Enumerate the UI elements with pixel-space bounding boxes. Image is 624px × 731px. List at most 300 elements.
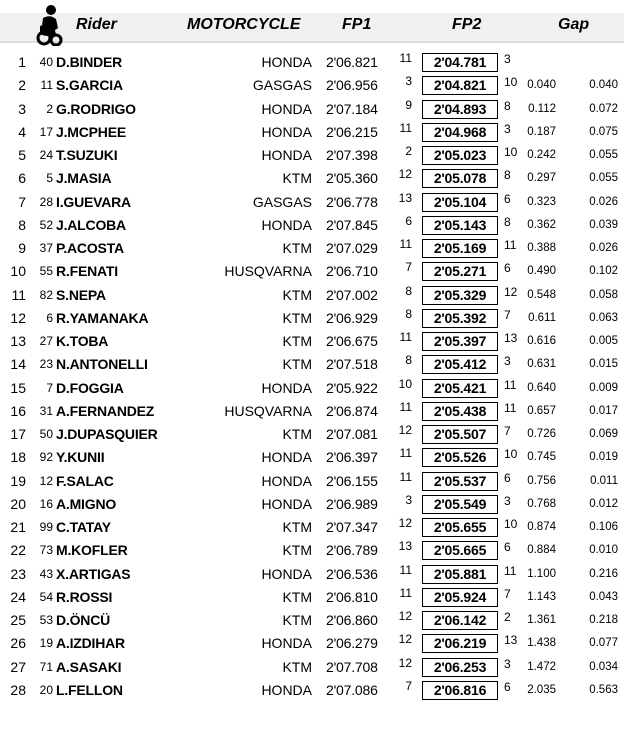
gap-previous-cell: 0.019 (589, 451, 618, 464)
fp2-time-cell: 2'05.397 (422, 332, 498, 351)
motorcycle-cell: HUSQVARNA (224, 263, 312, 280)
position-cell: 10 (10, 263, 26, 280)
motorcycle-cell: KTM (282, 612, 312, 628)
motorcycle-cell: HONDA (261, 449, 312, 466)
rider-number-cell: 54 (39, 589, 53, 604)
gap-previous-cell: 0.563 (589, 683, 618, 696)
fp1-time-cell: 2'06.989 (326, 495, 378, 512)
fp1-lap-cell: 13 (398, 539, 412, 554)
rider-number-cell: 19 (39, 636, 53, 651)
rider-number-cell: 71 (39, 659, 53, 674)
fp2-lap-cell: 10 (504, 75, 518, 90)
header-fp2: FP2 (452, 16, 482, 33)
motorcycle-cell: KTM (282, 658, 312, 675)
fp1-lap-cell: 11 (399, 585, 412, 600)
gap-previous-cell: 0.106 (589, 521, 618, 533)
gap-previous-cell: 0.017 (589, 404, 618, 417)
rider-number-cell: 31 (39, 403, 53, 418)
position-cell: 28 (10, 681, 26, 698)
fp2-time-cell: 2'05.329 (422, 286, 498, 305)
gap-first-cell: 0.631 (527, 358, 556, 371)
fp2-lap-cell: 6 (504, 679, 511, 694)
rider-number-cell: 37 (39, 241, 53, 255)
table-row (0, 214, 624, 237)
fp2-time-cell: 2'05.881 (422, 565, 498, 584)
position-cell: 8 (18, 216, 26, 233)
table-row (0, 121, 624, 144)
fp2-time-cell: 2'05.438 (422, 402, 498, 421)
rider-name-cell: M.KOFLER (56, 542, 128, 559)
gap-previous-cell: 0.075 (589, 125, 618, 138)
fp1-time-cell: 2'07.518 (326, 356, 378, 373)
rider-number-cell: 92 (39, 450, 53, 465)
motorcycle-cell: KTM (282, 426, 312, 442)
fp2-time-cell: 2'05.169 (422, 239, 498, 258)
fp1-lap-cell: 11 (399, 237, 412, 251)
gap-previous-cell: 0.069 (589, 428, 618, 440)
gap-first-cell: 0.657 (527, 404, 556, 417)
position-cell: 7 (18, 193, 26, 210)
fp2-time-cell: 2'05.655 (422, 518, 498, 537)
gap-previous-cell: 0.216 (589, 567, 618, 580)
motorcycle-cell: KTM (282, 542, 312, 559)
fp1-lap-cell: 7 (405, 678, 412, 693)
fp2-time-cell: 2'05.271 (422, 262, 498, 281)
gap-first-cell: 0.187 (527, 125, 556, 138)
motorcycle-cell: HONDA (261, 635, 312, 652)
rider-name-cell: R.ROSSI (56, 588, 113, 605)
fp2-lap-cell: 8 (504, 168, 511, 183)
motorcycle-cell: HONDA (261, 472, 312, 489)
motorcycle-cell: HONDA (261, 495, 312, 512)
fp1-lap-cell: 12 (398, 655, 412, 670)
fp2-lap-cell: 11 (504, 377, 517, 392)
gap-previous-cell: 0.015 (589, 358, 618, 371)
fp1-lap-cell: 11 (399, 399, 412, 414)
gap-previous-cell: 0.063 (589, 311, 618, 324)
table-row (0, 423, 624, 446)
rider-number-cell: 28 (39, 194, 53, 209)
fp1-lap-cell: 11 (399, 446, 412, 461)
table-row (0, 586, 624, 609)
position-cell: 19 (10, 472, 26, 489)
position-cell: 20 (10, 495, 26, 512)
rider-name-cell: A.SASAKI (56, 658, 122, 675)
gap-first-cell: 0.640 (527, 381, 556, 394)
fp2-lap-cell: 8 (504, 98, 511, 113)
fp1-time-cell: 2'07.002 (326, 286, 378, 303)
rider-name-cell: D.ÖNCÜ (56, 612, 111, 628)
table-row (0, 679, 624, 702)
rider-name-cell: F.SALAC (56, 472, 114, 489)
rider-name-cell: N.ANTONELLI (56, 356, 148, 373)
gap-previous-cell: 0.218 (589, 614, 618, 626)
rider-name-cell: D.FOGGIA (56, 379, 124, 396)
header-rider: Rider (76, 16, 117, 33)
fp1-lap-cell: 10 (398, 376, 412, 391)
motorcycle-cell: HONDA (261, 147, 312, 163)
position-cell: 18 (10, 449, 26, 466)
fp2-lap-cell: 3 (504, 354, 511, 369)
motorcycle-rider-icon (34, 4, 64, 46)
rider-name-cell: L.FELLON (56, 681, 123, 698)
fp2-time-cell: 2'05.104 (422, 193, 498, 212)
fp1-lap-cell: 12 (398, 632, 412, 647)
header-divider (0, 41, 624, 43)
rider-name-cell: R.FENATI (56, 263, 118, 280)
gap-previous-cell: 0.077 (589, 637, 618, 650)
gap-first-cell: 2.035 (527, 683, 556, 696)
gap-first-cell: 0.548 (527, 288, 556, 301)
table-row (0, 144, 624, 167)
rider-name-cell: G.RODRIGO (56, 100, 136, 117)
fp2-lap-cell: 6 (504, 540, 511, 555)
position-cell: 6 (18, 170, 26, 187)
position-cell: 13 (10, 333, 26, 349)
fp2-time-cell: 2'05.421 (422, 379, 498, 398)
fp2-time-cell: 2'05.549 (422, 495, 498, 514)
table-row (0, 539, 624, 562)
gap-previous-cell: 0.055 (589, 149, 618, 161)
header-motorcycle: MOTORCYCLE (187, 16, 301, 33)
fp1-lap-cell: 9 (405, 97, 412, 112)
motorcycle-cell: KTM (282, 170, 312, 187)
table-row (0, 330, 624, 353)
position-cell: 16 (10, 402, 26, 419)
fp1-time-cell: 2'05.360 (326, 170, 378, 187)
fp2-time-cell: 2'05.537 (422, 472, 498, 491)
gap-first-cell: 0.726 (527, 428, 556, 440)
rider-number-cell: 6 (46, 310, 53, 325)
fp1-lap-cell: 8 (405, 283, 412, 298)
rider-name-cell: K.TOBA (56, 333, 109, 349)
gap-first-cell: 1.438 (527, 637, 556, 650)
gap-previous-cell: 0.012 (589, 497, 618, 510)
rider-number-cell: 11 (40, 78, 53, 93)
motorcycle-cell: KTM (282, 588, 312, 605)
rider-name-cell: A.FERNANDEZ (56, 402, 155, 419)
gap-previous-cell: 0.009 (589, 381, 618, 394)
motorcycle-cell: GASGAS (252, 77, 312, 94)
fp1-lap-cell: 11 (399, 51, 412, 65)
fp1-lap-cell: 7 (405, 260, 412, 275)
motorcycle-cell: HONDA (261, 216, 312, 233)
rider-number-cell: 43 (39, 566, 53, 581)
fp1-lap-cell: 8 (405, 353, 412, 368)
rider-number-cell: 24 (39, 148, 53, 162)
fp1-time-cell: 2'05.922 (326, 379, 378, 396)
fp2-lap-cell: 7 (504, 586, 511, 601)
table-row (0, 377, 624, 400)
table-row (0, 167, 624, 190)
rider-number-cell: 7 (46, 380, 53, 395)
fp1-lap-cell: 11 (399, 562, 412, 577)
position-cell: 17 (10, 426, 26, 442)
fp2-time-cell: 2'05.078 (422, 169, 498, 188)
motorcycle-cell: HONDA (261, 123, 312, 140)
rider-name-cell: S.NEPA (56, 286, 106, 303)
fp2-time-cell: 2'06.816 (422, 681, 498, 700)
header-gap: Gap (558, 16, 590, 33)
fp1-lap-cell: 11 (399, 330, 412, 344)
fp1-time-cell: 2'06.874 (326, 402, 378, 419)
position-cell: 23 (10, 565, 26, 582)
fp2-time-cell: 2'04.781 (422, 53, 498, 72)
motorcycle-cell: KTM (282, 309, 312, 326)
rider-number-cell: 55 (39, 264, 53, 279)
fp2-time-cell: 2'06.219 (422, 634, 498, 653)
fp2-time-cell: 2'05.924 (422, 588, 498, 607)
gap-previous-cell: 0.055 (589, 172, 618, 185)
rider-number-cell: 73 (39, 543, 53, 558)
table-row (0, 353, 624, 376)
fp2-lap-cell: 3 (504, 52, 511, 66)
rider-number-cell: 2 (46, 101, 53, 116)
rider-name-cell: Y.KUNII (56, 449, 105, 466)
fp2-time-cell: 2'05.392 (422, 309, 498, 328)
fp2-lap-cell: 10 (504, 145, 518, 159)
motorcycle-cell: HUSQVARNA (224, 402, 312, 419)
fp2-lap-cell: 6 (504, 470, 511, 485)
rider-number-cell: 16 (39, 496, 53, 511)
fp2-time-cell: 2'04.893 (422, 100, 498, 119)
gap-first-cell: 0.040 (527, 79, 556, 92)
rider-name-cell: J.MCPHEE (56, 123, 126, 140)
position-cell: 5 (18, 147, 26, 163)
position-cell: 27 (10, 658, 26, 675)
gap-previous-cell: 0.040 (589, 79, 618, 92)
gap-first-cell: 0.768 (527, 497, 556, 510)
table-row (0, 284, 624, 307)
rider-number-cell: 82 (39, 287, 53, 302)
gap-previous-cell: 0.010 (589, 544, 618, 557)
fp2-time-cell: 2'05.412 (422, 355, 498, 374)
motorcycle-cell: KTM (282, 356, 312, 373)
gap-first-cell: 0.323 (527, 195, 556, 208)
rider-name-cell: S.GARCIA (56, 77, 123, 94)
rider-number-cell: 40 (39, 55, 53, 69)
rider-name-cell: C.TATAY (56, 519, 111, 535)
fp1-lap-cell: 11 (399, 469, 412, 484)
gap-previous-cell: 0.043 (589, 590, 618, 603)
gap-previous-cell: 0.026 (589, 242, 618, 254)
rider-number-cell: 17 (39, 124, 53, 139)
fp2-time-cell: 2'05.143 (422, 216, 498, 235)
fp1-lap-cell: 12 (398, 609, 412, 623)
position-cell: 26 (10, 635, 26, 652)
fp2-lap-cell: 10 (504, 447, 518, 462)
position-cell: 2 (18, 77, 26, 94)
rider-name-cell: P.ACOSTA (56, 240, 124, 256)
fp1-time-cell: 2'06.956 (326, 77, 378, 94)
rider-name-cell: A.MIGNO (56, 495, 117, 512)
motorcycle-cell: HONDA (261, 54, 312, 70)
rider-number-cell: 23 (39, 357, 53, 372)
gap-first-cell: 0.745 (527, 451, 556, 464)
fp2-lap-cell: 12 (504, 284, 518, 299)
position-cell: 3 (18, 100, 26, 117)
motorcycle-cell: KTM (282, 519, 312, 535)
rider-name-cell: A.IZDIHAR (56, 635, 125, 652)
gap-first-cell: 1.143 (527, 590, 556, 603)
fp2-time-cell: 2'05.023 (422, 146, 498, 165)
gap-first-cell: 1.361 (527, 614, 556, 626)
table-row (0, 307, 624, 330)
position-cell: 11 (11, 286, 26, 303)
fp1-time-cell: 2'06.860 (326, 612, 378, 628)
motorcycle-cell: HONDA (261, 100, 312, 117)
fp2-lap-cell: 10 (504, 517, 518, 531)
fp1-time-cell: 2'06.789 (326, 542, 378, 559)
table-row (0, 191, 624, 214)
gap-first-cell: 0.611 (528, 311, 556, 324)
motorcycle-cell: KTM (282, 333, 312, 349)
gap-first-cell: 0.616 (527, 335, 556, 347)
fp1-time-cell: 2'07.708 (326, 658, 378, 675)
rider-number-cell: 27 (39, 334, 53, 348)
fp2-lap-cell: 7 (504, 424, 511, 438)
fp1-lap-cell: 8 (405, 306, 412, 321)
gap-first-cell: 0.884 (527, 544, 556, 557)
rider-name-cell: R.YAMANAKA (56, 309, 149, 326)
table-row (0, 656, 624, 679)
fp1-time-cell: 2'06.279 (326, 635, 378, 652)
fp2-time-cell: 2'06.253 (422, 658, 498, 677)
fp2-lap-cell: 3 (504, 121, 511, 136)
table-row (0, 98, 624, 121)
position-cell: 15 (10, 379, 26, 396)
fp1-time-cell: 2'06.155 (326, 472, 378, 489)
header-fp1: FP1 (342, 16, 372, 33)
position-cell: 21 (10, 519, 26, 535)
table-row (0, 516, 624, 539)
fp1-time-cell: 2'07.081 (326, 426, 378, 442)
gap-previous-cell: 0.011 (590, 474, 618, 487)
gap-first-cell: 0.756 (527, 474, 556, 487)
rider-name-cell: J.ALCOBA (56, 216, 126, 233)
gap-previous-cell: 0.039 (589, 218, 618, 231)
table-row (0, 632, 624, 655)
fp2-time-cell: 2'04.968 (422, 123, 498, 142)
rider-number-cell: 50 (39, 427, 53, 441)
rider-name-cell: X.ARTIGAS (56, 565, 131, 582)
rider-number-cell: 5 (46, 171, 53, 186)
fp1-lap-cell: 12 (398, 516, 412, 530)
gap-previous-cell: 0.026 (589, 195, 618, 208)
fp1-time-cell: 2'06.778 (326, 193, 378, 210)
motorcycle-cell: HONDA (261, 565, 312, 582)
rider-number-cell: 20 (39, 682, 53, 697)
rider-number-cell: 52 (39, 217, 53, 232)
fp2-time-cell: 2'04.821 (422, 76, 498, 95)
fp1-time-cell: 2'07.347 (326, 519, 378, 535)
fp1-lap-cell: 12 (398, 167, 412, 182)
rider-name-cell: I.GUEVARA (56, 193, 131, 210)
fp2-lap-cell: 2 (504, 610, 511, 624)
gap-first-cell: 0.242 (527, 149, 556, 161)
fp1-time-cell: 2'06.710 (326, 263, 378, 280)
fp2-lap-cell: 13 (504, 331, 518, 345)
fp2-lap-cell: 11 (504, 400, 517, 415)
gap-previous-cell: 0.058 (589, 288, 618, 301)
gap-first-cell: 0.297 (527, 172, 556, 185)
table-row (0, 237, 624, 260)
position-cell: 4 (18, 123, 26, 140)
fp1-lap-cell: 12 (398, 423, 412, 437)
gap-first-cell: 0.362 (527, 218, 556, 231)
table-row (0, 400, 624, 423)
rider-number-cell: 53 (39, 613, 53, 627)
fp2-lap-cell: 3 (504, 493, 511, 508)
fp1-time-cell: 2'07.086 (326, 681, 378, 698)
fp1-time-cell: 2'07.184 (326, 100, 378, 117)
position-cell: 1 (18, 54, 26, 70)
rider-name-cell: D.BINDER (56, 54, 123, 70)
position-cell: 12 (10, 309, 26, 326)
fp1-lap-cell: 6 (405, 213, 412, 228)
fp2-lap-cell: 6 (504, 191, 511, 206)
motorcycle-cell: KTM (282, 286, 312, 303)
gap-first-cell: 0.112 (528, 102, 556, 115)
position-cell: 9 (18, 240, 26, 256)
fp1-lap-cell: 11 (399, 120, 412, 135)
rider-number-cell: 12 (39, 473, 53, 488)
fp1-lap-cell: 3 (405, 492, 412, 507)
gap-previous-cell: 0.034 (589, 660, 618, 673)
motorcycle-cell: HONDA (261, 681, 312, 698)
table-row (0, 446, 624, 469)
fp1-lap-cell: 2 (405, 144, 412, 158)
gap-first-cell: 1.100 (527, 567, 556, 580)
fp2-lap-cell: 13 (504, 633, 518, 648)
table-row (0, 493, 624, 516)
fp2-lap-cell: 3 (504, 656, 511, 671)
fp1-time-cell: 2'06.215 (326, 123, 378, 140)
fp2-time-cell: 2'05.526 (422, 448, 498, 467)
table-row (0, 563, 624, 586)
gap-previous-cell: 0.072 (589, 102, 618, 115)
fp1-time-cell: 2'07.398 (326, 147, 378, 163)
fp1-time-cell: 2'06.810 (326, 588, 378, 605)
fp2-lap-cell: 8 (504, 214, 511, 229)
fp2-time-cell: 2'05.665 (422, 541, 498, 560)
gap-first-cell: 0.490 (527, 265, 556, 278)
rider-name-cell: J.MASIA (56, 170, 112, 187)
table-row (0, 609, 624, 632)
fp1-time-cell: 2'06.536 (326, 565, 378, 582)
table-row (0, 51, 624, 74)
fp2-lap-cell: 7 (504, 307, 511, 322)
rider-name-cell: T.SUZUKI (56, 147, 118, 163)
fp1-time-cell: 2'07.845 (326, 216, 378, 233)
table-row (0, 74, 624, 97)
gap-previous-cell: 0.102 (589, 265, 618, 278)
position-cell: 24 (10, 588, 26, 605)
rider-number-cell: 99 (39, 520, 53, 534)
position-cell: 14 (10, 356, 26, 373)
fp1-time-cell: 2'07.029 (326, 240, 378, 256)
fp2-time-cell: 2'05.507 (422, 425, 498, 444)
position-cell: 25 (10, 612, 26, 628)
fp2-lap-cell: 11 (504, 238, 517, 252)
fp1-time-cell: 2'06.397 (326, 449, 378, 466)
fp1-lap-cell: 13 (398, 190, 412, 205)
motorcycle-cell: GASGAS (252, 193, 312, 210)
fp1-time-cell: 2'06.929 (326, 309, 378, 326)
table-row (0, 470, 624, 493)
motorcycle-cell: KTM (282, 240, 312, 256)
position-cell: 22 (10, 542, 26, 559)
